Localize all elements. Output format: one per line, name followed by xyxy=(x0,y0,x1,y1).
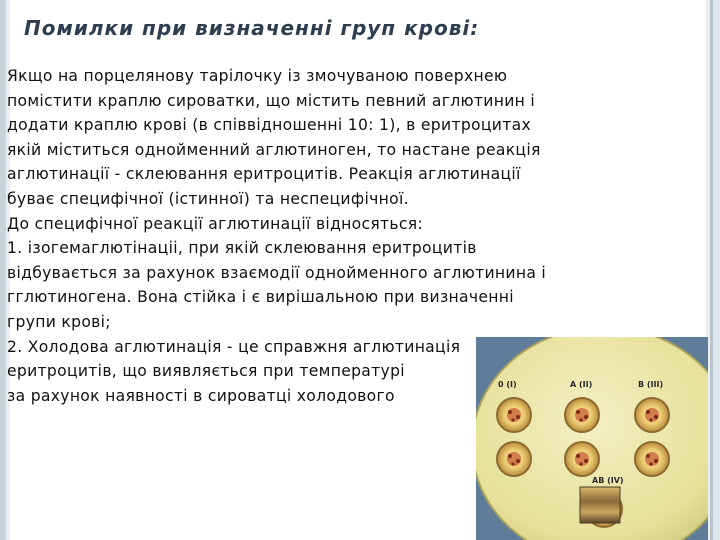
slide-title: Помилки при визначенні груп крові: xyxy=(24,16,480,40)
text-line: аглютинації - склеювання еритроцитів. Реакція аглютинації xyxy=(7,165,521,184)
text-line: за рахунок наявності в сироватці холодового xyxy=(7,386,395,405)
text-line: Якщо на порцелянову тарілочку із змочуваною поверхнею xyxy=(7,67,508,85)
text-line: До специфічної реакції аглютинації відносяться: xyxy=(7,214,424,233)
well-row-1 xyxy=(497,398,669,432)
text-line: еритроцитів, що виявляється при температурі xyxy=(7,362,405,381)
text-line: додати краплю крові (в співвідношенні 10: 1), в еритроцитах xyxy=(7,116,531,135)
glass-stick xyxy=(580,487,620,523)
text-line: буває специфічної (істинної) та неспецифічної. xyxy=(7,189,409,208)
plate-label-ab: AB (IV) xyxy=(592,476,624,485)
text-line: якій міститься однойменний аглютиноген, то настане реакція xyxy=(7,140,541,159)
text-line: помістити краплю сироватки, що містить певний аглютинин і xyxy=(7,91,536,110)
plate-label-a: A (II) xyxy=(570,380,593,389)
text-line: гглютиногена. Вона стійка і є вирішальною при визначенні xyxy=(7,288,514,307)
well-row-2 xyxy=(497,442,669,476)
text-line: 1. ізогемаглютінаціі, при якій склеювання еритроцитів xyxy=(7,239,477,258)
text-line: групи крові; xyxy=(7,312,111,331)
blood-typing-plate-illustration xyxy=(476,337,708,540)
plate-label-b: B (III) xyxy=(638,380,664,389)
blood-typing-plate-photo xyxy=(476,337,708,540)
plate-label-0: 0 (I) xyxy=(498,380,517,389)
text-line: відбувається за рахунок взаємодії однойменного аглютинина і xyxy=(7,263,547,282)
text-line: 2. Холодова аглютинація - це справжня аглютинація xyxy=(7,337,461,356)
right-border-decoration xyxy=(706,0,720,540)
